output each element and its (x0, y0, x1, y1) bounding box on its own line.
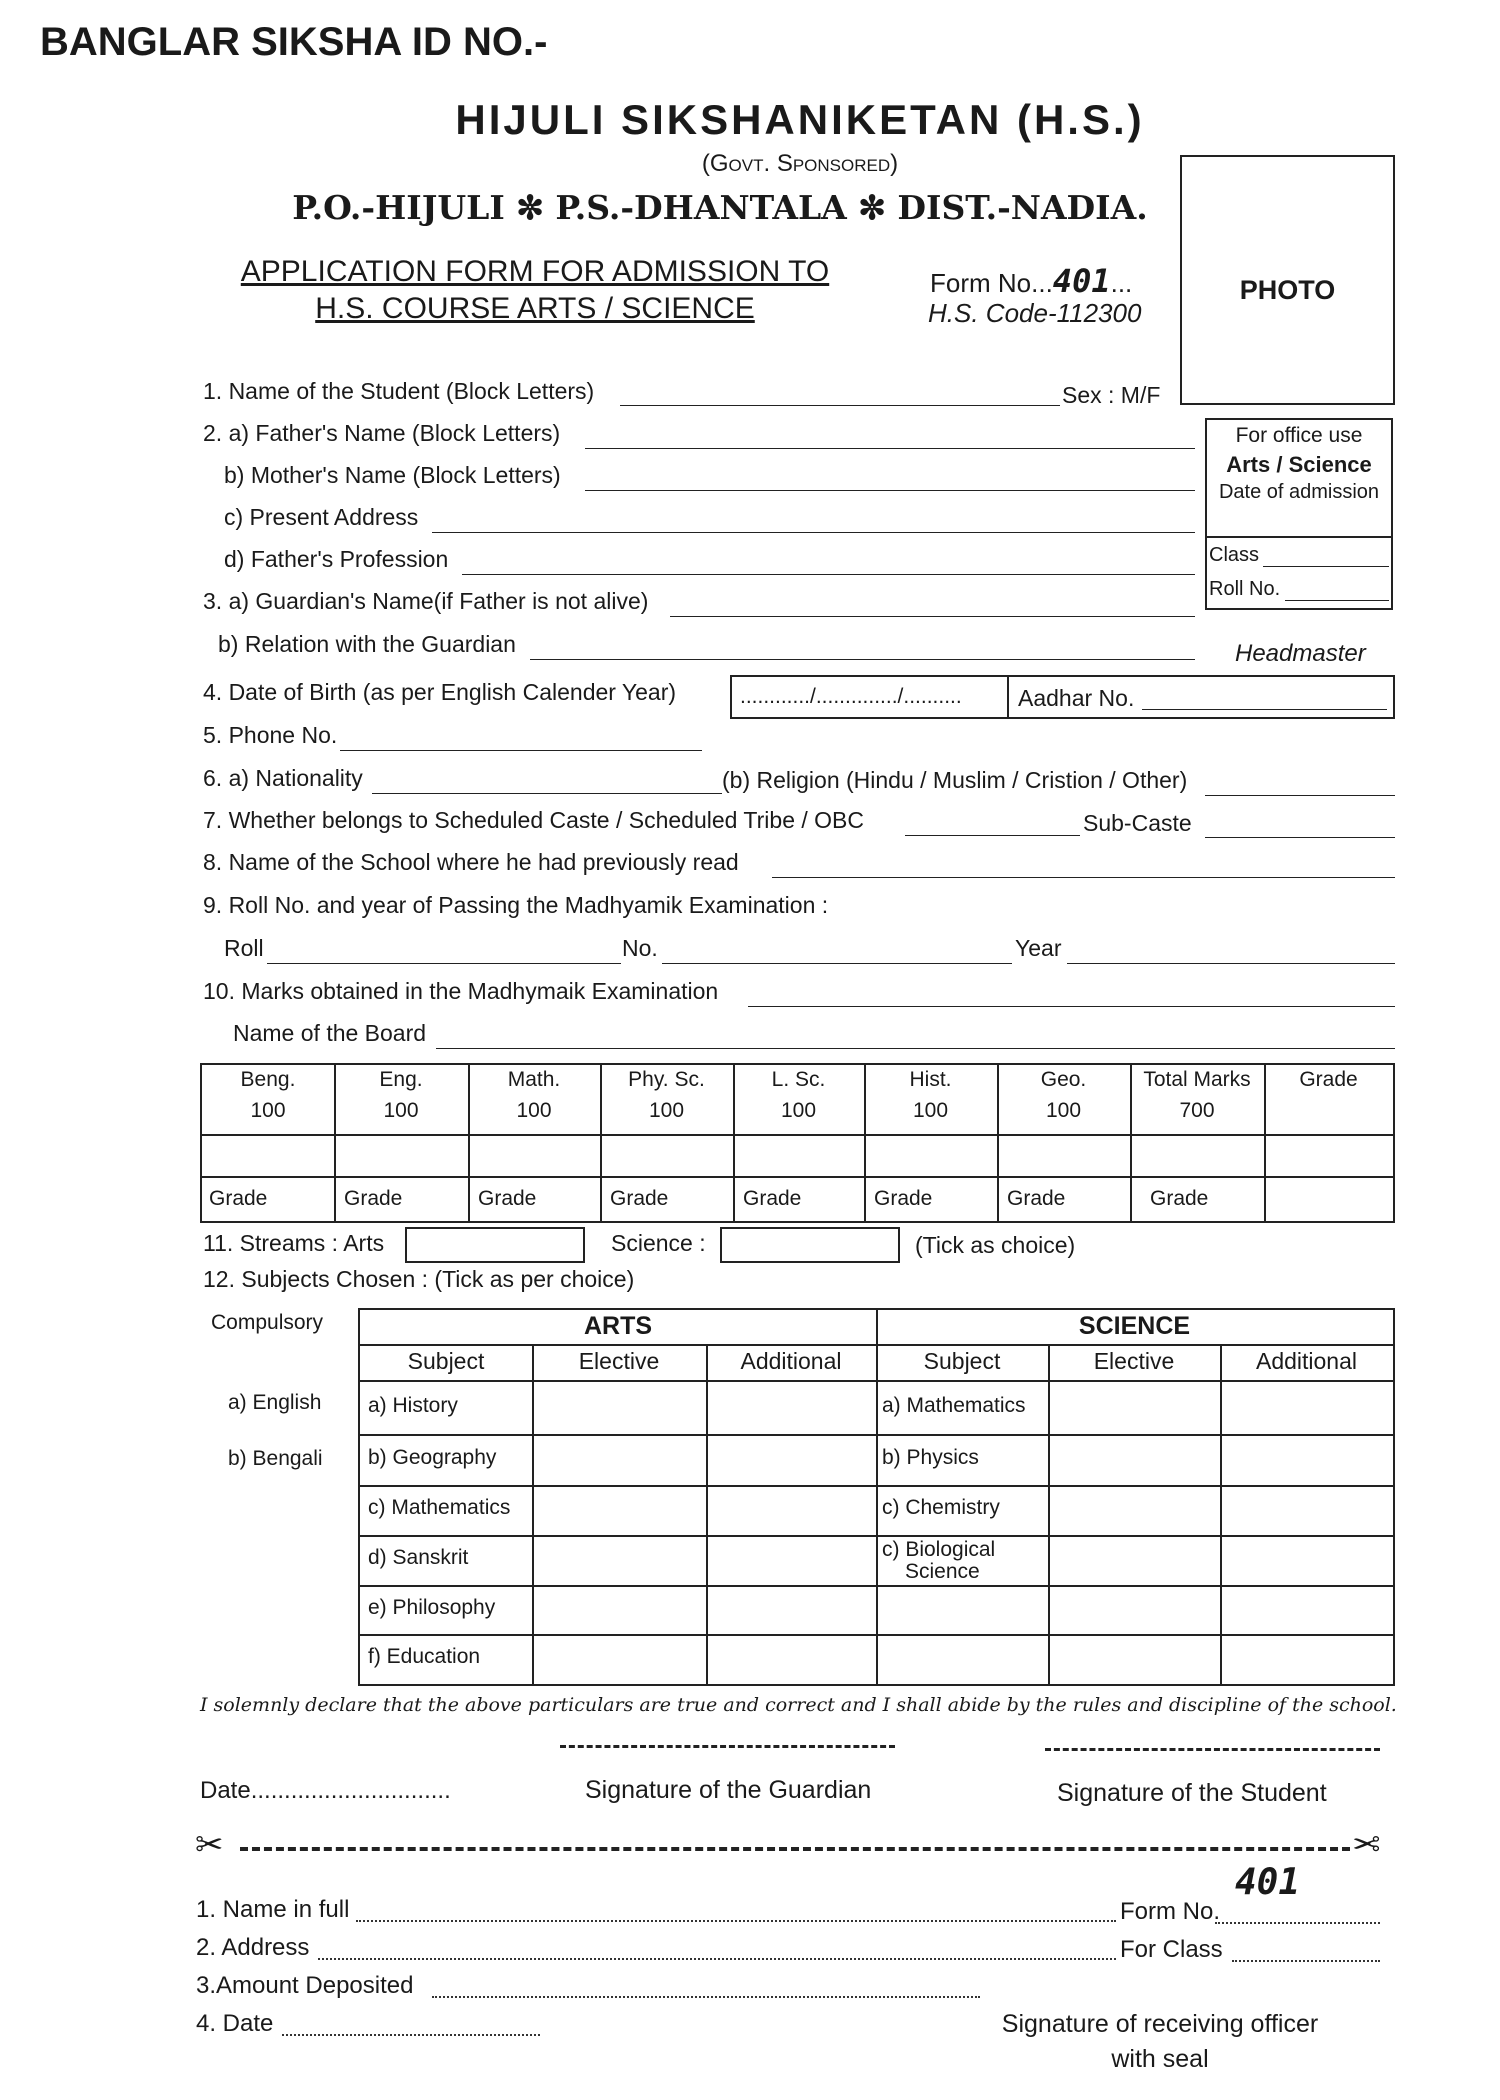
office-class-label: Class (1209, 544, 1260, 566)
field-guardian-name-line[interactable] (670, 616, 1195, 617)
aadhar-label: Aadhar No. (1018, 685, 1135, 711)
photo-box[interactable] (1180, 155, 1395, 405)
subjects-col-divider (706, 1344, 708, 1684)
photo-label: PHOTO (1239, 275, 1336, 305)
subjects-table (358, 1308, 1395, 1686)
marks-header: Total Marks (1143, 1068, 1251, 1091)
marks-grade-label: Grade (1150, 1187, 1209, 1210)
field-profession-line[interactable] (462, 574, 1195, 575)
subjects-label: 12. Subjects Chosen : (Tick as per choice) (203, 1266, 635, 1292)
field-nationality-label: 6. a) Nationality (203, 765, 363, 791)
field-mother-name-line[interactable] (585, 490, 1195, 491)
slip-form-no-label: Form No. (1120, 1898, 1221, 1925)
marks-header: L. Sc. (771, 1068, 826, 1091)
guardian-signature-label: Signature of the Guardian (585, 1776, 872, 1804)
arts-subject-history: a) History (368, 1394, 458, 1417)
field-phone-line[interactable] (340, 750, 702, 751)
slip-address-label: 2. Address (196, 1934, 310, 1961)
marks-grade-label: Grade (478, 1187, 537, 1210)
subjects-col-divider (1048, 1344, 1050, 1684)
field-father-name-label: 2. a) Father's Name (Block Letters) (203, 420, 561, 446)
subjects-col-divider (532, 1344, 534, 1684)
field-year-line[interactable] (1067, 963, 1395, 964)
slip-name-label: 1. Name in full (196, 1896, 350, 1923)
arts-subject-mathematics: c) Mathematics (368, 1496, 511, 1519)
marks-header: Eng. (379, 1068, 423, 1091)
marks-header: Phy. Sc. (628, 1068, 705, 1091)
marks-full: 100 (648, 1099, 685, 1122)
office-use-line3: Date of admission (1218, 481, 1380, 503)
form-title-line1: APPLICATION FORM FOR ADMISSION TO (240, 255, 830, 288)
field-student-name-label: 1. Name of the Student (Block Letters) (203, 378, 595, 404)
marks-table (200, 1063, 1395, 1223)
science-subject-physics: b) Physics (882, 1446, 979, 1469)
dob-aadhar-box (730, 675, 1395, 719)
marks-grade-label: Grade (344, 1187, 403, 1210)
aadhar-line[interactable] (1142, 709, 1387, 710)
field-caste-line[interactable] (905, 835, 1080, 836)
field-dob-label: 4. Date of Birth (as per English Calender Year) (203, 679, 677, 705)
field-subcaste-label: Sub-Caste (1083, 810, 1192, 836)
marks-full: 100 (516, 1099, 552, 1122)
field-no-line[interactable] (662, 963, 1012, 964)
field-address-line[interactable] (432, 532, 1195, 533)
form-no-trail: ... (1110, 268, 1133, 298)
field-year-label: Year (1015, 935, 1062, 961)
field-guardian-relation-label: b) Relation with the Guardian (218, 631, 516, 657)
science-subject-biological-2: Science (905, 1560, 980, 1583)
office-roll-label: Roll No. (1209, 578, 1281, 600)
dob-input[interactable]: ............/............../.......... (740, 685, 962, 708)
field-no-label: No. (622, 935, 658, 961)
arts-col-elective: Elective (578, 1348, 660, 1374)
student-signature-dashes[interactable] (1045, 1748, 1380, 1751)
arts-col-subject: Subject (407, 1348, 485, 1374)
receiving-officer-line1: Signature of receiving officer (1001, 2010, 1319, 2038)
marks-header: Geo. (1040, 1068, 1087, 1091)
marks-header: Math. (507, 1068, 561, 1091)
marks-row-divider-1 (202, 1134, 1393, 1136)
scissors-icon: ✂ (195, 1826, 224, 1864)
field-board-label: Name of the Board (233, 1020, 427, 1046)
arts-subject-geography: b) Geography (368, 1446, 497, 1469)
form-title-line2: H.S. COURSE ARTS / SCIENCE (315, 292, 755, 325)
science-heading: SCIENCE (1078, 1312, 1191, 1340)
science-col-elective: Elective (1093, 1348, 1175, 1374)
field-board-line[interactable] (436, 1048, 1395, 1049)
slip-date-line[interactable] (282, 2034, 540, 2036)
banglar-siksha-id-label: BANGLAR SIKSHA ID NO.- (40, 20, 548, 64)
slip-amount-label: 3.Amount Deposited (196, 1972, 414, 1999)
arts-subject-philosophy: e) Philosophy (368, 1596, 496, 1619)
office-class-line[interactable] (1263, 566, 1389, 567)
field-father-name-line[interactable] (585, 448, 1195, 449)
cut-line (240, 1847, 1350, 1851)
subjects-col-divider (1220, 1344, 1222, 1684)
science-subject-mathematics: a) Mathematics (882, 1394, 1026, 1417)
field-mother-name-label: b) Mother's Name (Block Letters) (224, 462, 561, 488)
dob-divider (1007, 677, 1009, 717)
compulsory-english: a) English (228, 1391, 322, 1414)
science-col-additional: Additional (1255, 1348, 1358, 1374)
marks-header: Beng. (240, 1068, 296, 1091)
marks-row-divider-2 (202, 1176, 1393, 1178)
slip-address-line[interactable] (318, 1958, 1116, 1960)
receiving-officer-line2: with seal (1111, 2045, 1209, 2073)
marks-full: 100 (250, 1099, 286, 1122)
arts-subject-education: f) Education (368, 1645, 481, 1668)
marks-header: Hist. (909, 1068, 952, 1091)
field-marks-label: 10. Marks obtained in the Madhymaik Examination (203, 978, 719, 1004)
marks-header: Grade (1299, 1068, 1358, 1091)
field-roll-line[interactable] (267, 963, 621, 964)
field-prev-school-label: 8. Name of the School where he had previously read (203, 849, 739, 875)
school-name: HIJULI SIKSHANIKETAN (H.S.) (455, 96, 1145, 143)
streams-label: 11. Streams : Arts (203, 1230, 385, 1256)
marks-full: 100 (780, 1099, 817, 1122)
field-address-label: c) Present Address (224, 504, 419, 530)
streams-science-label: Science : (611, 1230, 706, 1256)
science-col-subject: Subject (923, 1348, 1001, 1374)
form-no-handwritten: 401 (1052, 262, 1111, 300)
arts-col-additional: Additional (740, 1348, 842, 1374)
compulsory-bengali: b) Bengali (228, 1447, 323, 1470)
marks-grade-label: Grade (874, 1187, 933, 1210)
hs-code: H.S. Code-112300 (928, 298, 1142, 328)
marks-grade-label: Grade (610, 1187, 669, 1210)
slip-for-class-line[interactable] (1232, 1960, 1380, 1962)
marks-full: 100 (912, 1099, 949, 1122)
field-student-name-line[interactable] (620, 405, 1060, 406)
science-subject-chemistry: c) Chemistry (882, 1496, 1000, 1519)
office-roll-line[interactable] (1285, 600, 1389, 601)
field-madhyamik-label: 9. Roll No. and year of Passing the Madhyamik Examination : (203, 892, 829, 918)
school-address: P.O.-HIJULI ✼ P.S.-DHANTALA ✼ DIST.-NADIA. (292, 188, 1148, 227)
field-marks-line[interactable] (748, 1006, 1395, 1007)
guardian-signature-dashes[interactable] (560, 1745, 895, 1748)
field-religion-label: (b) Religion (Hindu / Muslim / Cristion / Other) (722, 767, 1188, 793)
marks-full: 100 (1045, 1099, 1082, 1122)
slip-for-class-label: For Class (1120, 1936, 1223, 1963)
slip-form-no-line[interactable] (1215, 1922, 1380, 1924)
marks-grade-label: Grade (209, 1187, 268, 1210)
date-label: Date.............................. (200, 1777, 451, 1804)
office-use-line2: Arts / Science (1226, 452, 1372, 477)
streams-arts-checkbox[interactable] (405, 1227, 585, 1263)
field-profession-label: d) Father's Profession (224, 546, 449, 572)
field-prev-school-line[interactable] (772, 877, 1395, 878)
arts-heading: ARTS (583, 1312, 653, 1340)
marks-full: 700 (1179, 1099, 1215, 1122)
marks-grade-label: Grade (743, 1187, 802, 1210)
headmaster-label: Headmaster (1235, 640, 1366, 667)
field-religion-line[interactable] (1205, 795, 1395, 796)
declaration: I solemnly declare that the above particulars are true and correct and I shall abide by the rules and discipline of the school. (200, 1694, 1397, 1716)
slip-name-line[interactable] (356, 1920, 1116, 1922)
school-govt-sponsored: (Govt. Sponsored) (701, 150, 899, 177)
office-use-line1: For office use (1235, 424, 1363, 447)
arts-subject-sanskrit: d) Sanskrit (368, 1546, 469, 1569)
slip-form-no-handwritten: 401 (1235, 1862, 1301, 1903)
field-caste-label: 7. Whether belongs to Scheduled Caste / Scheduled Tribe / OBC (203, 807, 864, 833)
streams-tick-hint: (Tick as choice) (915, 1232, 1076, 1258)
streams-science-checkbox[interactable] (720, 1227, 900, 1263)
form-number (930, 262, 1132, 300)
field-roll-label: Roll (224, 935, 264, 961)
compulsory-label: Compulsory (211, 1311, 324, 1334)
slip-date-label: 4. Date (196, 2010, 274, 2037)
field-guardian-name-label: 3. a) Guardian's Name(if Father is not alive) (203, 588, 649, 614)
field-sex-label: Sex : M/F (1062, 382, 1161, 408)
student-signature-label: Signature of the Student (1057, 1779, 1327, 1807)
office-divider (1207, 536, 1391, 538)
marks-full: 100 (383, 1099, 419, 1122)
field-nationality-line[interactable] (372, 793, 722, 794)
field-phone-label: 5. Phone No. (203, 722, 338, 748)
field-guardian-relation-line[interactable] (530, 659, 1195, 660)
form-no-label: Form No... (930, 268, 1053, 298)
slip-amount-line[interactable] (432, 1996, 980, 1998)
science-subject-biological: c) Biological (882, 1538, 996, 1561)
office-use-box (1205, 418, 1393, 610)
field-subcaste-line[interactable] (1205, 837, 1395, 838)
marks-grade-label: Grade (1007, 1187, 1066, 1210)
scissors-icon-right: ✂ (1352, 1826, 1381, 1864)
